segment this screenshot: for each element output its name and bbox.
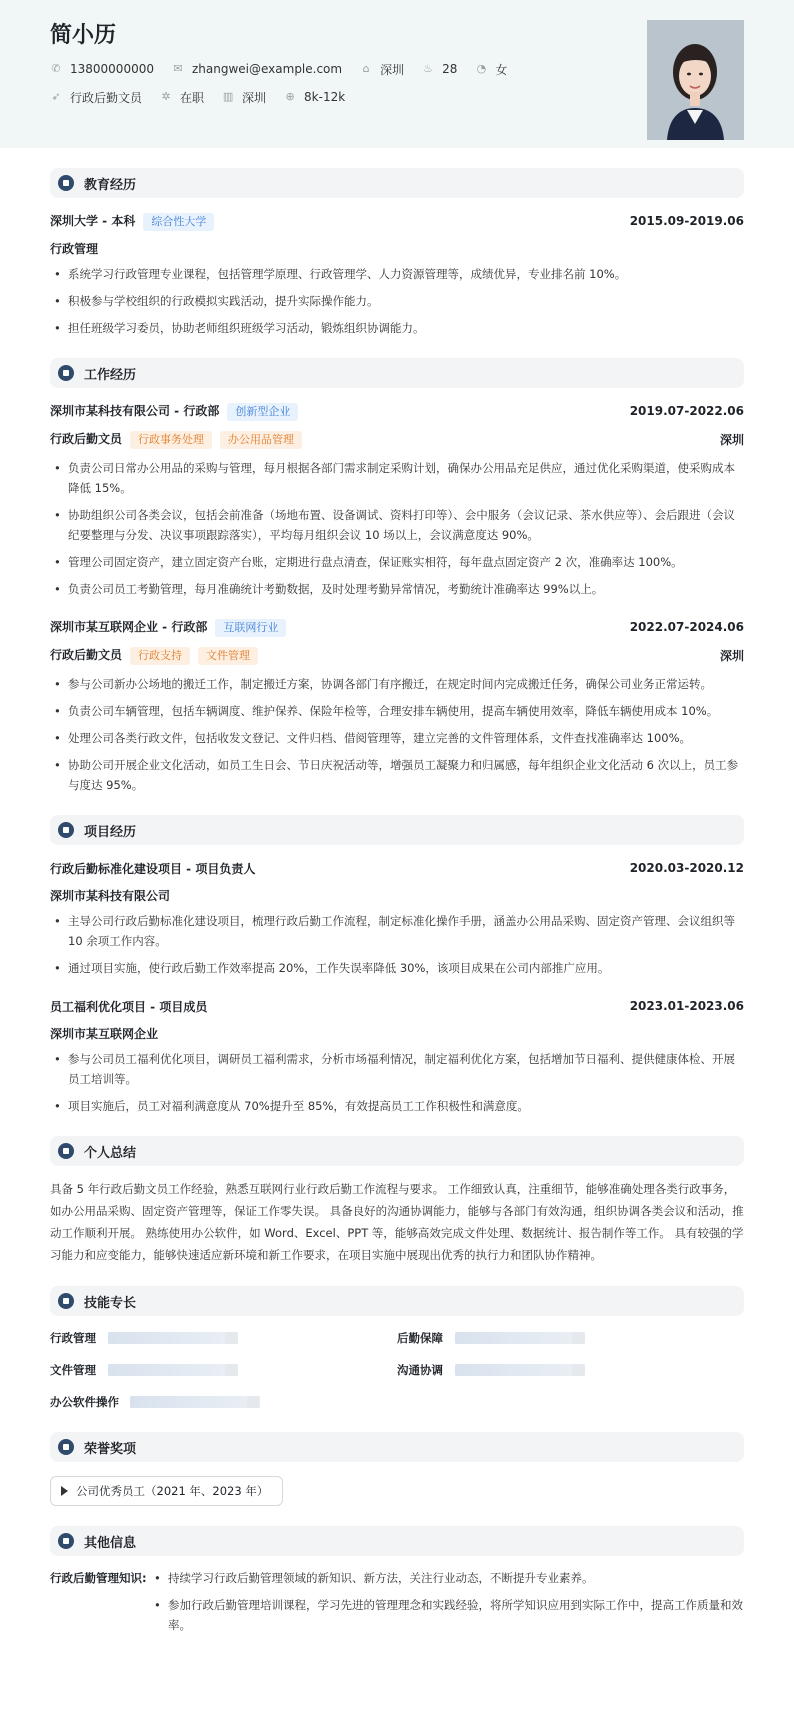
list-item: • 参与公司员工福利优化项目，调研员工福利需求，分析市场福利情况，制定福利优化方案，包括增加节日福利、提供健康体检、开展员工培训等。 xyxy=(50,1049,744,1089)
phone-item xyxy=(50,62,154,76)
summary-text: 具备 5 年行政后勤文员工作经验，熟悉互联网行业行政后勤工作流程与要求。 工作细致认真，注重细节，能够准确处理各类行政事务，如办公用品采购、固定资产管理等，保证工作零失误。 具备良好的沟通协调能力，能够与各部门有效沟通，组织协调各类会议和活动，推动工作顺利开展。 熟练使用办公软件，如 Word、Excel、PPT 等，能够高效完成文件处理、数据统计、报告制作等工作。 具有较强的学习能力和应变能力，能够快速适应新环境和新工作要求，在项目实施中展现出优秀的执行力和团队协作精神。 xyxy=(50,1182,744,1262)
skill-label: 后勤保障 xyxy=(397,1331,443,1345)
education-major: 行政管理 xyxy=(50,241,99,256)
skills-header xyxy=(50,1286,744,1316)
skill-label: 行政管理 xyxy=(50,1331,96,1345)
skill-item xyxy=(397,1360,744,1380)
awards-section xyxy=(0,1432,794,1506)
project-name-row xyxy=(50,995,744,1017)
list-item: • 协助公司开展企业文化活动，如员工生日会、节日庆祝活动等，增强员工凝聚力和归属感，每年组织企业文化活动 6 次以上，员工参与度达 95%。 xyxy=(50,755,744,795)
gender-item xyxy=(475,61,507,78)
info-icon xyxy=(58,1533,74,1549)
building-icon: ▥ xyxy=(222,90,234,103)
job-text: 行政后勤文员 xyxy=(70,90,143,105)
projects-header xyxy=(50,815,744,845)
coin-icon: ⊕ xyxy=(285,90,295,103)
other-title: 其他信息 xyxy=(84,1535,137,1551)
list-item: • 参与公司新办公场地的搬迁工作，制定搬迁方案，协调各部门有序搬迁，在规定时间内完成搬迁任务，确保公司业务正常运转。 xyxy=(50,674,744,694)
resume-header xyxy=(0,0,794,148)
medal-icon xyxy=(58,1439,74,1455)
job-location: 深圳 xyxy=(719,432,744,447)
work-header xyxy=(50,358,744,388)
job-role-tag: 行政支持 xyxy=(130,647,190,665)
skills-title: 技能专长 xyxy=(84,1295,137,1311)
send-icon: ➶ xyxy=(51,90,61,103)
skills-section xyxy=(0,1286,794,1412)
list-item: • 管理公司固定资产，建立固定资产台账，定期进行盘点清查，保证账实相符，每年盘点固定资产 2 次，准确率达 100%。 xyxy=(50,552,744,572)
home-icon: ⌂ xyxy=(362,62,370,75)
job-date: 2022.07-2024.06 xyxy=(629,620,744,634)
job-item xyxy=(50,89,142,106)
city-text: 深圳 xyxy=(380,62,405,77)
cake-icon: ♨ xyxy=(423,62,434,75)
other-list xyxy=(150,1568,744,1642)
graduation-cap-icon xyxy=(58,175,74,191)
job-role: 行政后勤文员 xyxy=(50,647,123,662)
list-item: • 处理公司各类行政文件，包括收发文登记、文件归档、借阅管理等，建立完善的文件管理体系，文件查找准确率达 100%。 xyxy=(50,728,744,748)
work-title: 工作经历 xyxy=(84,367,137,383)
email-icon: ✉ xyxy=(173,62,183,75)
job-company-tag: 创新型企业 xyxy=(227,403,298,421)
list-item: • 积极参与学校组织的行政模拟实践活动，提升实际操作能力。 xyxy=(50,291,744,311)
city-item xyxy=(360,61,404,78)
skill-bar xyxy=(455,1364,585,1376)
age-item xyxy=(422,62,457,76)
list-item: • 负责公司日常办公用品的采购与管理，每月根据各部门需求制定采购计划，确保办公用品充足供应，通过优化采购渠道，使采购成本降低 15%。 xyxy=(50,458,744,498)
skill-bar xyxy=(108,1332,238,1344)
education-date: 2015.09-2019.06 xyxy=(629,214,744,228)
summary-title: 个人总结 xyxy=(84,1145,137,1161)
project-entry xyxy=(50,857,744,978)
email-item xyxy=(172,62,342,76)
list-item: • 担任班级学习委员，协助老师组织班级学习活动，锻炼组织协调能力。 xyxy=(50,318,744,338)
briefcase-icon xyxy=(58,365,74,381)
skill-label: 沟通协调 xyxy=(397,1363,443,1377)
portrait-illustration xyxy=(647,20,744,140)
gender-text: 女 xyxy=(495,62,508,77)
job-duties-list xyxy=(50,674,744,795)
project-date: 2020.03-2020.12 xyxy=(629,861,744,875)
skill-bar xyxy=(130,1396,260,1408)
award-item[interactable] xyxy=(50,1476,283,1506)
award-text: 公司优秀员工（2021 年、2023 年） xyxy=(76,1484,269,1498)
intent-row xyxy=(50,89,744,105)
salary-item xyxy=(284,90,345,104)
skill-bar-fill xyxy=(130,1396,247,1408)
job-company-row xyxy=(50,400,744,422)
contact-row xyxy=(50,61,744,77)
profile-photo xyxy=(647,20,744,140)
projects-section xyxy=(0,815,794,1116)
user-icon xyxy=(58,1143,74,1159)
wrench-icon xyxy=(58,1293,74,1309)
awards-header xyxy=(50,1432,744,1462)
email-text: zhangwei@example.com xyxy=(191,62,343,76)
status-text: 在职 xyxy=(180,90,205,105)
other-row xyxy=(50,1568,744,1642)
education-school-row xyxy=(50,210,744,232)
skill-item xyxy=(50,1360,397,1380)
summary-section xyxy=(0,1136,794,1266)
status-item xyxy=(160,89,204,106)
list-item: • 负责公司员工考勤管理，每月准确统计考勤数据，及时处理考勤异常情况，考勤统计准确率达 99%以上。 xyxy=(50,579,744,599)
job-company: 深圳市某互联网企业 - 行政部 xyxy=(50,619,208,634)
job-company-row xyxy=(50,616,744,638)
other-label: 行政后勤管理知识: xyxy=(50,1571,147,1585)
education-list xyxy=(50,264,744,338)
list-item: • 通过项目实施，使行政后勤工作效率提高 20%，工作失误率降低 30%，该项目成果在公司内部推广应用。 xyxy=(50,958,744,978)
phone-text: 13800000000 xyxy=(70,62,154,76)
project-name: 行政后勤标准化建设项目 - 项目负责人 xyxy=(50,861,256,876)
skill-item xyxy=(50,1328,397,1348)
job-entry xyxy=(50,616,744,795)
skills-grid xyxy=(50,1328,744,1412)
skill-bar xyxy=(455,1332,585,1344)
education-school: 深圳大学 - 本科 xyxy=(50,213,136,228)
list-item: • 负责公司车辆管理，包括车辆调度、维护保养、保险年检等，合理安排车辆使用，提高车辆使用效率，降低车辆使用成本 10%。 xyxy=(50,701,744,721)
job-date: 2019.07-2022.06 xyxy=(629,404,744,418)
other-header xyxy=(50,1526,744,1556)
skill-bar xyxy=(108,1364,238,1376)
summary-header xyxy=(50,1136,744,1166)
phone-icon: ✆ xyxy=(51,62,61,75)
skill-bar-fill xyxy=(108,1364,225,1376)
project-name: 员工福利优化项目 - 项目成员 xyxy=(50,999,208,1014)
job-role-tag: 文件管理 xyxy=(198,647,258,665)
project-list xyxy=(50,1049,744,1116)
target-city-item xyxy=(222,89,266,106)
skill-label: 办公软件操作 xyxy=(50,1395,119,1409)
target-city-text: 深圳 xyxy=(242,90,267,105)
salary-text: 8k-12k xyxy=(304,90,346,104)
list-item: • 项目实施后，员工对福利满意度从 70%提升至 85%，有效提高员工工作积极性和满意度。 xyxy=(50,1096,744,1116)
skill-label: 文件管理 xyxy=(50,1363,96,1377)
awards-title: 荣誉奖项 xyxy=(84,1441,137,1457)
gear-icon: ✲ xyxy=(161,90,171,103)
work-section xyxy=(0,358,794,795)
education-title: 教育经历 xyxy=(84,177,137,193)
job-role-tag: 办公用品管理 xyxy=(220,431,302,449)
caret-right-icon xyxy=(61,1486,68,1496)
skill-item xyxy=(397,1328,744,1348)
job-location: 深圳 xyxy=(719,648,744,663)
project-company: 深圳市某科技有限公司 xyxy=(50,888,171,903)
job-duties-list xyxy=(50,458,744,599)
job-role: 行政后勤文员 xyxy=(50,431,123,446)
skill-bar-fill xyxy=(455,1364,572,1376)
education-tag: 综合性大学 xyxy=(143,213,214,231)
skill-bar-fill xyxy=(455,1332,572,1344)
project-entry xyxy=(50,995,744,1116)
education-section xyxy=(0,168,794,338)
list-item: • 协助组织公司各类会议，包括会前准备（场地布置、设备调试、资料打印等）、会中服务（会议记录、茶水供应等）、会后跟进（会议纪要整理与分发、决议事项跟踪落实），平均每月组织会议 10 场以上，会议满意度达 90%。 xyxy=(50,505,744,545)
education-header xyxy=(50,168,744,198)
job-company: 深圳市某科技有限公司 - 行政部 xyxy=(50,403,220,418)
project-list xyxy=(50,911,744,978)
list-item: • 系统学习行政管理专业课程，包括管理学原理、行政管理学、人力资源管理等，成绩优异，专业排名前 10%。 xyxy=(50,264,744,284)
gender-icon: ◔ xyxy=(476,62,487,75)
skill-item xyxy=(50,1392,397,1412)
project-name-row xyxy=(50,857,744,879)
list-item: • 持续学习行政后勤管理领域的新知识、新方法，关注行业动态，不断提升专业素养。 xyxy=(150,1568,744,1588)
job-role-row xyxy=(50,428,744,450)
list-item: • 参加行政后勤管理培训课程，学习先进的管理理念和实践经验，将所学知识应用到实际工作中，提高工作质量和效率。 xyxy=(150,1595,744,1635)
job-role-tag: 行政事务处理 xyxy=(130,431,212,449)
project-date: 2023.01-2023.06 xyxy=(629,999,744,1013)
candidate-name: 简小历 xyxy=(50,23,117,48)
list-item: • 主导公司行政后勤标准化建设项目，梳理行政后勤工作流程，制定标准化操作手册，涵盖办公用品采购、固定资产管理、会议组织等 10 余项工作内容。 xyxy=(50,911,744,951)
job-company-tag: 互联网行业 xyxy=(215,619,286,637)
job-role-row xyxy=(50,644,744,666)
grid-icon xyxy=(58,822,74,838)
job-entry xyxy=(50,400,744,599)
other-section xyxy=(0,1526,794,1642)
skill-bar-fill xyxy=(108,1332,225,1344)
project-company: 深圳市某互联网企业 xyxy=(50,1026,159,1041)
projects-title: 项目经历 xyxy=(84,824,137,840)
age-text: 28 xyxy=(442,62,458,76)
